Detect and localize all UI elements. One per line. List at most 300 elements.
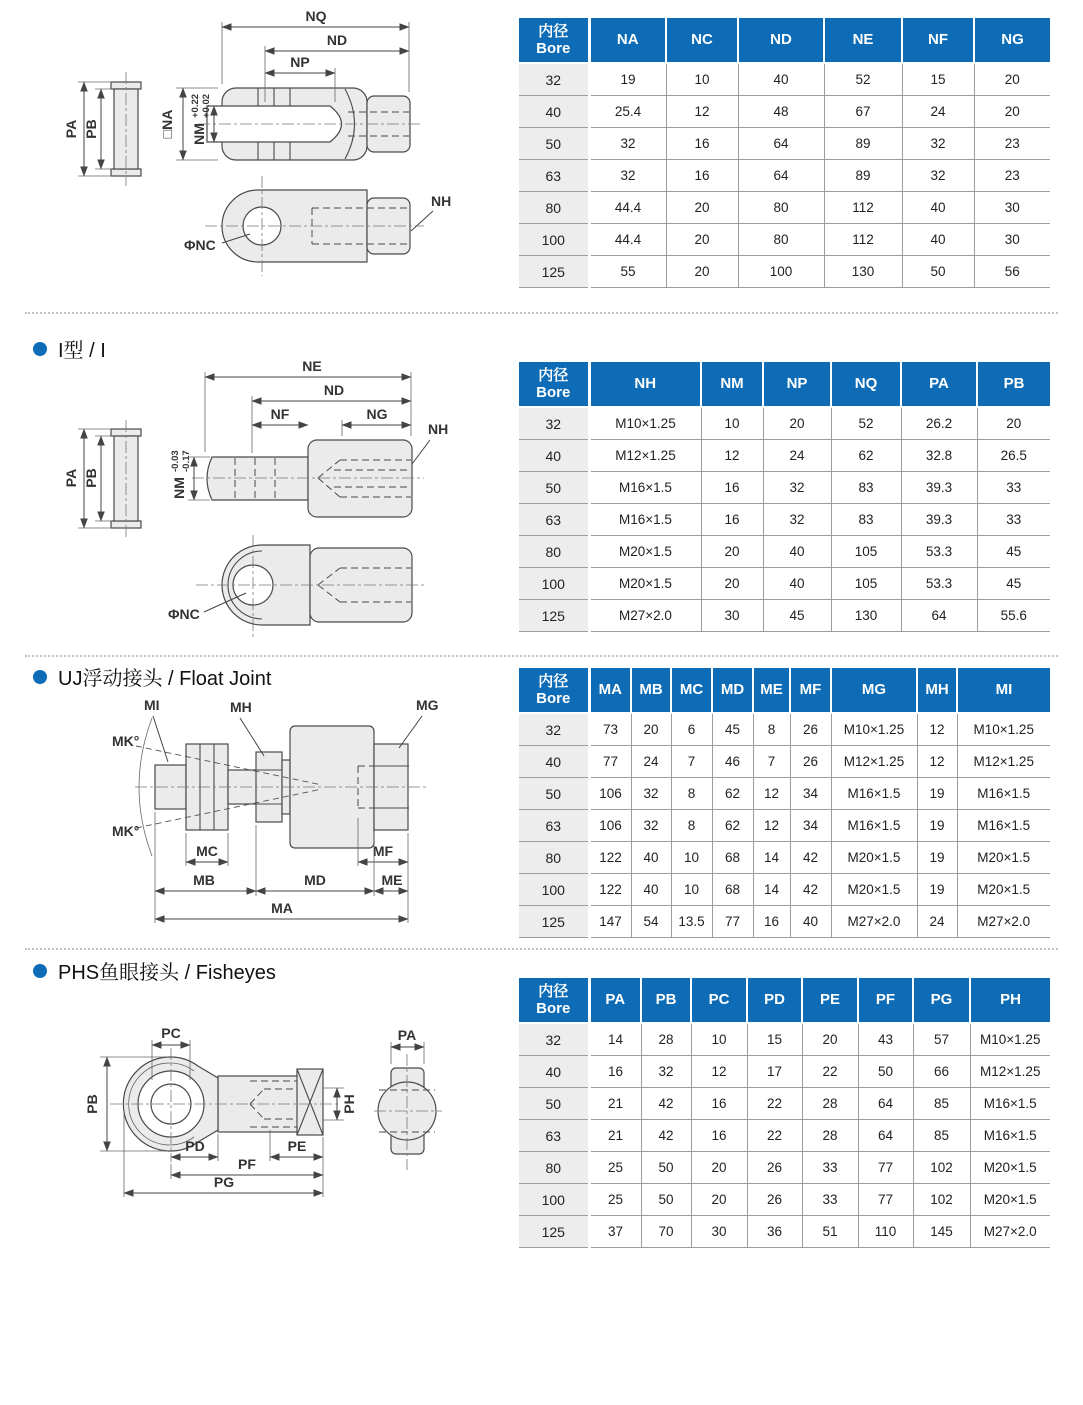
dim-label-ng: NG bbox=[366, 406, 388, 422]
data-cell: 112 bbox=[824, 224, 902, 256]
dim-label-pb: PB bbox=[84, 1094, 100, 1114]
data-cell: 80 bbox=[738, 224, 824, 256]
data-cell: 22 bbox=[802, 1056, 858, 1088]
dim-label-pc: PC bbox=[161, 1025, 181, 1041]
data-cell: 10 bbox=[671, 874, 712, 906]
data-cell: 50 bbox=[858, 1056, 913, 1088]
data-cell: M16×1.5 bbox=[970, 1120, 1050, 1152]
bore-cell: 32 bbox=[519, 713, 589, 746]
data-cell: 73 bbox=[589, 713, 631, 746]
dim-label-pd: PD bbox=[185, 1138, 205, 1154]
data-cell: 15 bbox=[747, 1023, 802, 1056]
bore-cell: 32 bbox=[519, 407, 589, 440]
column-header-NQ: NQ bbox=[831, 362, 901, 407]
data-cell: M20×1.5 bbox=[831, 842, 917, 874]
data-cell: 40 bbox=[631, 842, 671, 874]
data-cell: 12 bbox=[917, 713, 957, 746]
data-cell: 40 bbox=[738, 63, 824, 96]
data-cell: M12×1.25 bbox=[589, 440, 701, 472]
bore-cell: 100 bbox=[519, 224, 589, 256]
dim-label-pa: PA bbox=[63, 119, 79, 139]
data-cell: 20 bbox=[631, 713, 671, 746]
data-cell: 28 bbox=[641, 1023, 691, 1056]
data-cell: M20×1.5 bbox=[589, 536, 701, 568]
data-cell: 64 bbox=[858, 1120, 913, 1152]
data-cell: 20 bbox=[691, 1184, 747, 1216]
data-cell: 102 bbox=[913, 1152, 970, 1184]
float-joint-dimension-table bbox=[519, 668, 1050, 938]
data-cell: 64 bbox=[858, 1088, 913, 1120]
data-cell: 44.4 bbox=[589, 224, 666, 256]
dim-label-me: ME bbox=[381, 872, 403, 888]
data-cell: 40 bbox=[902, 224, 974, 256]
column-header-MI: MI bbox=[957, 668, 1050, 713]
column-header-NM: NM bbox=[701, 362, 763, 407]
data-cell: 30 bbox=[974, 224, 1050, 256]
column-header-MF: MF bbox=[790, 668, 831, 713]
data-cell: 24 bbox=[631, 746, 671, 778]
bore-cell: 125 bbox=[519, 600, 589, 632]
bore-cell: 100 bbox=[519, 874, 589, 906]
data-cell: 22 bbox=[747, 1120, 802, 1152]
data-cell: M20×1.5 bbox=[957, 842, 1050, 874]
table-row bbox=[519, 504, 1050, 536]
data-cell: 8 bbox=[671, 810, 712, 842]
data-cell: 32 bbox=[589, 160, 666, 192]
data-cell: 32 bbox=[763, 504, 831, 536]
pin-side-view bbox=[63, 420, 141, 538]
dim-label-mg: MG bbox=[416, 697, 439, 713]
dim-label-pa: PA bbox=[63, 468, 79, 488]
data-cell: 33 bbox=[802, 1184, 858, 1216]
table-row bbox=[519, 568, 1050, 600]
data-cell: 32 bbox=[641, 1056, 691, 1088]
dim-label-nh: NH bbox=[428, 421, 449, 437]
column-header-PD: PD bbox=[747, 978, 802, 1023]
data-cell: 89 bbox=[824, 160, 902, 192]
bore-cell: 63 bbox=[519, 810, 589, 842]
data-cell: 14 bbox=[753, 874, 790, 906]
data-cell: 14 bbox=[753, 842, 790, 874]
data-cell: 54 bbox=[631, 906, 671, 938]
section-divider bbox=[25, 948, 1058, 950]
dim-label-nq: NQ bbox=[305, 8, 327, 24]
data-cell: 46 bbox=[712, 746, 753, 778]
data-cell: 30 bbox=[691, 1216, 747, 1248]
data-cell: M12×1.25 bbox=[831, 746, 917, 778]
data-cell: 53.3 bbox=[901, 536, 977, 568]
data-cell: 16 bbox=[701, 504, 763, 536]
data-cell: 37 bbox=[589, 1216, 641, 1248]
data-cell: 40 bbox=[790, 906, 831, 938]
data-cell: M27×2.0 bbox=[589, 600, 701, 632]
data-cell: M16×1.5 bbox=[957, 778, 1050, 810]
data-cell: 20 bbox=[666, 192, 738, 224]
data-cell: 20 bbox=[974, 63, 1050, 96]
data-cell: 32.8 bbox=[901, 440, 977, 472]
data-cell: 36 bbox=[747, 1216, 802, 1248]
rod-eye-bottom-view bbox=[168, 535, 424, 637]
data-cell: 55.6 bbox=[977, 600, 1050, 632]
table-row bbox=[519, 810, 1050, 842]
table-header-row bbox=[519, 668, 1050, 713]
fisheye-dimension-table bbox=[519, 978, 1050, 1248]
bore-cell: 125 bbox=[519, 906, 589, 938]
data-cell: 19 bbox=[589, 63, 666, 96]
data-cell: 19 bbox=[917, 874, 957, 906]
data-cell: 100 bbox=[738, 256, 824, 288]
data-cell: 32 bbox=[589, 128, 666, 160]
data-cell: 83 bbox=[831, 504, 901, 536]
bore-cell: 125 bbox=[519, 256, 589, 288]
column-header-MH: MH bbox=[917, 668, 957, 713]
table-row bbox=[519, 1088, 1050, 1120]
data-cell: M16×1.5 bbox=[589, 504, 701, 536]
dim-label-nh: NH bbox=[431, 193, 452, 209]
dim-label-nf: NF bbox=[270, 406, 290, 422]
data-cell: 19 bbox=[917, 810, 957, 842]
data-cell: 10 bbox=[666, 63, 738, 96]
column-header-MA: MA bbox=[589, 668, 631, 713]
data-cell: 42 bbox=[641, 1088, 691, 1120]
dim-label-mi: MI bbox=[144, 697, 160, 713]
data-cell: 7 bbox=[753, 746, 790, 778]
dim-label-ne: NE bbox=[302, 358, 322, 374]
data-cell: 10 bbox=[671, 842, 712, 874]
data-cell: 53.3 bbox=[901, 568, 977, 600]
data-cell: 30 bbox=[974, 192, 1050, 224]
data-cell: 52 bbox=[831, 407, 901, 440]
data-cell: 33 bbox=[977, 504, 1050, 536]
dim-label-pb: PB bbox=[83, 468, 99, 488]
data-cell: M20×1.5 bbox=[589, 568, 701, 600]
table-row bbox=[519, 778, 1050, 810]
data-cell: 50 bbox=[641, 1184, 691, 1216]
data-cell: M16×1.5 bbox=[589, 472, 701, 504]
table-row bbox=[519, 536, 1050, 568]
data-cell: 51 bbox=[802, 1216, 858, 1248]
bore-cell: 100 bbox=[519, 568, 589, 600]
data-cell: M20×1.5 bbox=[970, 1184, 1050, 1216]
data-cell: 122 bbox=[589, 842, 631, 874]
data-cell: 25 bbox=[589, 1152, 641, 1184]
table-row bbox=[519, 63, 1050, 96]
data-cell: 26.5 bbox=[977, 440, 1050, 472]
data-cell: 50 bbox=[641, 1152, 691, 1184]
column-header-ND: ND bbox=[738, 18, 824, 63]
data-cell: 40 bbox=[763, 536, 831, 568]
data-cell: 16 bbox=[691, 1088, 747, 1120]
data-cell: 122 bbox=[589, 874, 631, 906]
data-cell: 30 bbox=[701, 600, 763, 632]
data-cell: 16 bbox=[589, 1056, 641, 1088]
column-header-MB: MB bbox=[631, 668, 671, 713]
dim-label-pg: PG bbox=[213, 1174, 235, 1190]
bore-cell: 50 bbox=[519, 128, 589, 160]
data-cell: 106 bbox=[589, 778, 631, 810]
data-cell: 8 bbox=[671, 778, 712, 810]
dim-label-nm: NM bbox=[171, 477, 187, 499]
bore-cell: 40 bbox=[519, 1056, 589, 1088]
data-cell: 20 bbox=[666, 224, 738, 256]
data-cell: 26 bbox=[747, 1152, 802, 1184]
data-cell: 44.4 bbox=[589, 192, 666, 224]
data-cell: 45 bbox=[763, 600, 831, 632]
bore-header-cell: 内径 Bore bbox=[519, 18, 589, 63]
bore-cell: 125 bbox=[519, 1216, 589, 1248]
data-cell: 110 bbox=[858, 1216, 913, 1248]
data-cell: 62 bbox=[712, 778, 753, 810]
section-title: I型 / I bbox=[58, 340, 106, 362]
dim-label-mb: MB bbox=[193, 872, 215, 888]
data-cell: 83 bbox=[831, 472, 901, 504]
column-header-PF: PF bbox=[858, 978, 913, 1023]
data-cell: 70 bbox=[641, 1216, 691, 1248]
table-row bbox=[519, 1216, 1050, 1248]
data-cell: 25 bbox=[589, 1184, 641, 1216]
data-cell: 45 bbox=[712, 713, 753, 746]
column-header-PE: PE bbox=[802, 978, 858, 1023]
clevis-side-view bbox=[159, 8, 422, 160]
column-header-NF: NF bbox=[902, 18, 974, 63]
data-cell: 26 bbox=[747, 1184, 802, 1216]
y-joint-diagram bbox=[0, 0, 519, 300]
data-cell: 8 bbox=[753, 713, 790, 746]
data-cell: 7 bbox=[671, 746, 712, 778]
data-cell: 62 bbox=[831, 440, 901, 472]
data-cell: 12 bbox=[753, 778, 790, 810]
table-row bbox=[519, 472, 1050, 504]
dim-label-ma: MA bbox=[271, 900, 293, 916]
table-row bbox=[519, 746, 1050, 778]
column-header-PB: PB bbox=[641, 978, 691, 1023]
column-header-NA: NA bbox=[589, 18, 666, 63]
data-cell: 112 bbox=[824, 192, 902, 224]
dim-label-mc: MC bbox=[196, 843, 218, 859]
bullet-icon bbox=[33, 964, 47, 978]
data-cell: 64 bbox=[738, 128, 824, 160]
dim-label-na: □NA bbox=[159, 109, 175, 139]
data-cell: 26 bbox=[790, 713, 831, 746]
table-row bbox=[519, 224, 1050, 256]
table-row bbox=[519, 600, 1050, 632]
data-cell: 66 bbox=[913, 1056, 970, 1088]
table-header-row bbox=[519, 978, 1050, 1023]
data-cell: 20 bbox=[977, 407, 1050, 440]
bore-header-cell: 内径 Bore bbox=[519, 978, 589, 1023]
data-cell: 19 bbox=[917, 778, 957, 810]
data-cell: 28 bbox=[802, 1120, 858, 1152]
data-cell: 26 bbox=[790, 746, 831, 778]
table-header-row bbox=[519, 18, 1050, 63]
data-cell: 56 bbox=[974, 256, 1050, 288]
data-cell: M20×1.5 bbox=[831, 874, 917, 906]
data-cell: 24 bbox=[902, 96, 974, 128]
dim-label-pb: PB bbox=[83, 119, 99, 139]
section-divider bbox=[25, 655, 1058, 657]
data-cell: 20 bbox=[666, 256, 738, 288]
data-cell: 77 bbox=[858, 1152, 913, 1184]
dim-label-nm-tol-upper: +0.22 bbox=[190, 93, 201, 118]
data-cell: 34 bbox=[790, 778, 831, 810]
column-header-PC: PC bbox=[691, 978, 747, 1023]
bore-cell: 40 bbox=[519, 746, 589, 778]
column-header-NC: NC bbox=[666, 18, 738, 63]
data-cell: 68 bbox=[712, 874, 753, 906]
data-cell: 12 bbox=[701, 440, 763, 472]
data-cell: 12 bbox=[917, 746, 957, 778]
bore-cell: 63 bbox=[519, 1120, 589, 1152]
rod-eye-side-view bbox=[170, 358, 448, 517]
data-cell: 130 bbox=[824, 256, 902, 288]
table-row bbox=[519, 192, 1050, 224]
bore-cell: 100 bbox=[519, 1184, 589, 1216]
data-cell: 45 bbox=[977, 568, 1050, 600]
bore-cell: 32 bbox=[519, 1023, 589, 1056]
fisheye-front-view bbox=[374, 1027, 442, 1170]
data-cell: 57 bbox=[913, 1023, 970, 1056]
dim-label-mk-top: MK° bbox=[112, 733, 140, 749]
table-row bbox=[519, 96, 1050, 128]
table-row bbox=[519, 1056, 1050, 1088]
data-cell: 24 bbox=[763, 440, 831, 472]
data-cell: 67 bbox=[824, 96, 902, 128]
data-cell: 89 bbox=[824, 128, 902, 160]
data-cell: 12 bbox=[753, 810, 790, 842]
data-cell: 55 bbox=[589, 256, 666, 288]
data-cell: 40 bbox=[763, 568, 831, 600]
data-cell: 20 bbox=[974, 96, 1050, 128]
data-cell: 25.4 bbox=[589, 96, 666, 128]
table-row bbox=[519, 842, 1050, 874]
data-cell: 34 bbox=[790, 810, 831, 842]
float-joint-diagram bbox=[0, 690, 519, 945]
data-cell: 80 bbox=[738, 192, 824, 224]
data-cell: 42 bbox=[641, 1120, 691, 1152]
column-header-MC: MC bbox=[671, 668, 712, 713]
dim-label-nm: NM bbox=[191, 123, 207, 145]
data-cell: 16 bbox=[753, 906, 790, 938]
table-row bbox=[519, 160, 1050, 192]
data-cell: M12×1.25 bbox=[970, 1056, 1050, 1088]
column-header-PA: PA bbox=[589, 978, 641, 1023]
data-cell: M27×2.0 bbox=[831, 906, 917, 938]
section-title: PHS鱼眼接头 / Fisheyes bbox=[58, 962, 276, 984]
data-cell: 62 bbox=[712, 810, 753, 842]
table-row bbox=[519, 128, 1050, 160]
data-cell: 85 bbox=[913, 1120, 970, 1152]
data-cell: 130 bbox=[831, 600, 901, 632]
table-row bbox=[519, 256, 1050, 288]
table-row bbox=[519, 407, 1050, 440]
data-cell: 32 bbox=[763, 472, 831, 504]
data-cell: 45 bbox=[977, 536, 1050, 568]
data-cell: 32 bbox=[631, 778, 671, 810]
data-cell: M16×1.5 bbox=[957, 810, 1050, 842]
table-row bbox=[519, 906, 1050, 938]
data-cell: 20 bbox=[701, 536, 763, 568]
bore-cell: 63 bbox=[519, 160, 589, 192]
data-cell: 32 bbox=[902, 160, 974, 192]
data-cell: 77 bbox=[712, 906, 753, 938]
data-cell: M10×1.25 bbox=[970, 1023, 1050, 1056]
data-cell: M12×1.25 bbox=[957, 746, 1050, 778]
dim-label-nm-tol-upper: -0.03 bbox=[170, 450, 181, 472]
table-row bbox=[519, 713, 1050, 746]
data-cell: 15 bbox=[902, 63, 974, 96]
column-header-ME: ME bbox=[753, 668, 790, 713]
dim-label-mh: MH bbox=[230, 699, 252, 715]
column-header-PH: PH bbox=[970, 978, 1050, 1023]
data-cell: 48 bbox=[738, 96, 824, 128]
column-header-NH: NH bbox=[589, 362, 701, 407]
data-cell: 20 bbox=[691, 1152, 747, 1184]
data-cell: 10 bbox=[701, 407, 763, 440]
dim-label-nd: ND bbox=[326, 32, 348, 48]
section-heading-float-joint bbox=[33, 662, 271, 691]
data-cell: 68 bbox=[712, 842, 753, 874]
table-header-row bbox=[519, 362, 1050, 407]
data-cell: 24 bbox=[917, 906, 957, 938]
dim-label-pa: PA bbox=[397, 1027, 417, 1043]
clevis-bottom-view bbox=[184, 176, 451, 276]
dim-label-nc: ΦNC bbox=[184, 237, 216, 253]
data-cell: 22 bbox=[747, 1088, 802, 1120]
dim-label-md: MD bbox=[304, 872, 326, 888]
dim-label-pe: PE bbox=[287, 1138, 307, 1154]
table-row bbox=[519, 1152, 1050, 1184]
data-cell: 85 bbox=[913, 1088, 970, 1120]
data-cell: 105 bbox=[831, 568, 901, 600]
dim-label-np: NP bbox=[290, 54, 310, 70]
bore-cell: 32 bbox=[519, 63, 589, 96]
data-cell: 40 bbox=[902, 192, 974, 224]
bore-cell: 50 bbox=[519, 778, 589, 810]
data-cell: M10×1.25 bbox=[957, 713, 1050, 746]
data-cell: 21 bbox=[589, 1088, 641, 1120]
data-cell: 16 bbox=[701, 472, 763, 504]
data-cell: 145 bbox=[913, 1216, 970, 1248]
bore-header-cell: 内径 Bore bbox=[519, 362, 589, 407]
bore-header-cell: 内径 Bore bbox=[519, 668, 589, 713]
data-cell: 77 bbox=[589, 746, 631, 778]
float-joint-assembly bbox=[135, 718, 428, 856]
table-row bbox=[519, 440, 1050, 472]
data-cell: 39.3 bbox=[901, 472, 977, 504]
dim-label-mf: MF bbox=[372, 843, 394, 859]
section-title: UJ浮动接头 / Float Joint bbox=[58, 668, 272, 690]
data-cell: 17 bbox=[747, 1056, 802, 1088]
table-row bbox=[519, 874, 1050, 906]
data-cell: 16 bbox=[691, 1120, 747, 1152]
dim-label-ph: PH bbox=[341, 1094, 357, 1114]
dim-label-mk-bottom: MK° bbox=[112, 823, 140, 839]
data-cell: 50 bbox=[902, 256, 974, 288]
data-cell: 26.2 bbox=[901, 407, 977, 440]
data-cell: 20 bbox=[763, 407, 831, 440]
bore-cell: 80 bbox=[519, 192, 589, 224]
data-cell: 13.5 bbox=[671, 906, 712, 938]
bore-cell: 80 bbox=[519, 536, 589, 568]
data-cell: 33 bbox=[977, 472, 1050, 504]
table-row bbox=[519, 1184, 1050, 1216]
data-cell: 40 bbox=[631, 874, 671, 906]
bore-cell: 80 bbox=[519, 1152, 589, 1184]
pin-side-view bbox=[63, 72, 141, 186]
column-header-MD: MD bbox=[712, 668, 753, 713]
dim-label-nm-tol-lower: -0.17 bbox=[181, 450, 192, 472]
data-cell: M10×1.25 bbox=[589, 407, 701, 440]
